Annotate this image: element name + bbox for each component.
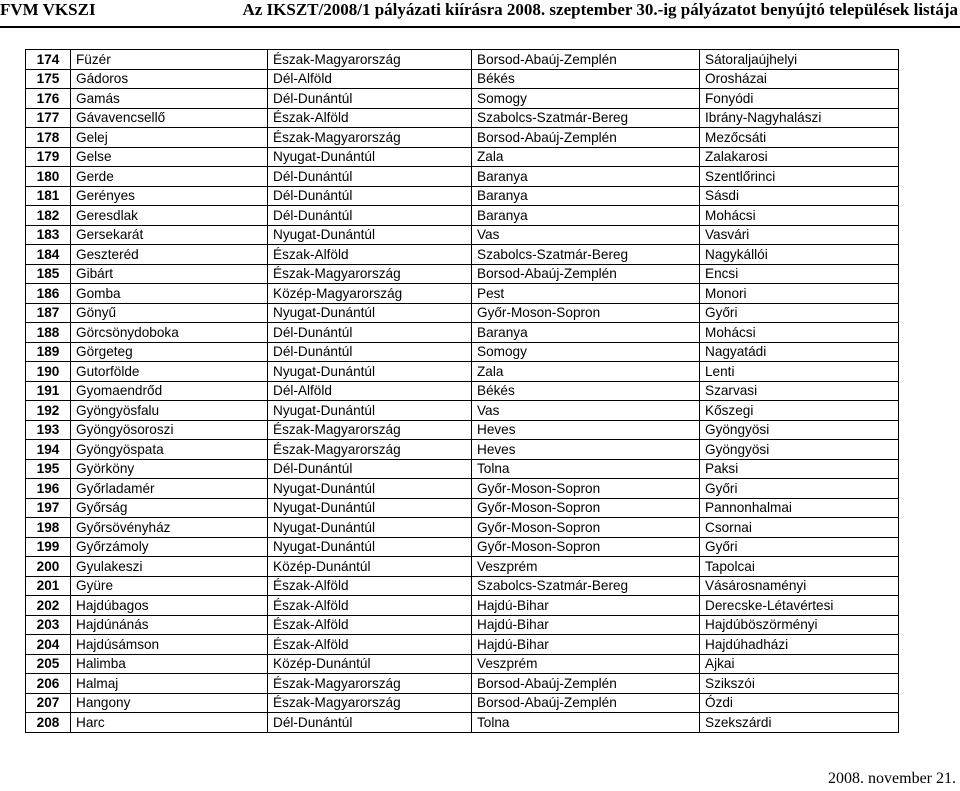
settlement-name: Gyöngyösfalu: [71, 401, 268, 421]
table-row: [26, 459, 899, 479]
subregion-name: Vasvári: [700, 225, 899, 245]
subregion-name: Nagyatádi: [700, 342, 899, 362]
region-name: Nyugat-Dunántúl: [268, 303, 472, 323]
county-name: Békés: [472, 381, 700, 401]
table-row: [26, 518, 899, 538]
row-number: 190: [26, 362, 71, 382]
settlement-name: Gádoros: [71, 69, 268, 89]
table-row: [26, 615, 899, 635]
county-name: Borsod-Abaúj-Zemplén: [472, 674, 700, 694]
table-row: [26, 479, 899, 499]
region-name: Nyugat-Dunántúl: [268, 362, 472, 382]
row-number: 193: [26, 420, 71, 440]
settlement-name: Gibárt: [71, 264, 268, 284]
table-row: [26, 206, 899, 226]
subregion-name: Győri: [700, 537, 899, 557]
county-name: Somogy: [472, 342, 700, 362]
settlement-name: Hangony: [71, 693, 268, 713]
county-name: Tolna: [472, 459, 700, 479]
table-row: [26, 713, 899, 733]
table-row: [26, 654, 899, 674]
region-name: Dél-Dunántúl: [268, 186, 472, 206]
region-name: Dél-Dunántúl: [268, 459, 472, 479]
row-number: 200: [26, 557, 71, 577]
settlement-name: Györköny: [71, 459, 268, 479]
table-row: [26, 303, 899, 323]
settlement-name: Gomba: [71, 284, 268, 304]
row-number: 206: [26, 674, 71, 694]
settlement-name: Gelej: [71, 128, 268, 148]
subregion-name: Szikszói: [700, 674, 899, 694]
region-name: Észak-Magyarország: [268, 50, 472, 70]
region-name: Észak-Magyarország: [268, 693, 472, 713]
row-number: 180: [26, 167, 71, 187]
settlement-name: Győrsövényház: [71, 518, 268, 538]
county-name: Vas: [472, 225, 700, 245]
subregion-name: Encsi: [700, 264, 899, 284]
table-row: [26, 596, 899, 616]
row-number: 204: [26, 635, 71, 655]
settlement-name: Geszteréd: [71, 245, 268, 265]
table-row: [26, 225, 899, 245]
subregion-name: Ajkai: [700, 654, 899, 674]
subregion-name: Pannonhalmai: [700, 498, 899, 518]
region-name: Dél-Dunántúl: [268, 206, 472, 226]
row-number: 205: [26, 654, 71, 674]
row-number: 203: [26, 615, 71, 635]
region-name: Közép-Dunántúl: [268, 557, 472, 577]
row-number: 175: [26, 69, 71, 89]
county-name: Győr-Moson-Sopron: [472, 303, 700, 323]
row-number: 188: [26, 323, 71, 343]
row-number: 187: [26, 303, 71, 323]
county-name: Hajdú-Bihar: [472, 615, 700, 635]
row-number: 207: [26, 693, 71, 713]
county-name: Győr-Moson-Sopron: [472, 498, 700, 518]
settlement-name: Győrzámoly: [71, 537, 268, 557]
row-number: 196: [26, 479, 71, 499]
settlement-name: Gyöngyöspata: [71, 440, 268, 460]
settlement-name: Hajdúbagos: [71, 596, 268, 616]
row-number: 179: [26, 147, 71, 167]
table-row: [26, 498, 899, 518]
row-number: 202: [26, 596, 71, 616]
subregion-name: Hajdúhadházi: [700, 635, 899, 655]
region-name: Közép-Magyarország: [268, 284, 472, 304]
table-row: [26, 167, 899, 187]
settlement-name: Gerde: [71, 167, 268, 187]
region-name: Közép-Dunántúl: [268, 654, 472, 674]
row-number: 192: [26, 401, 71, 421]
subregion-name: Hajdúböszörményi: [700, 615, 899, 635]
subregion-name: Tapolcai: [700, 557, 899, 577]
table-row: [26, 674, 899, 694]
region-name: Dél-Alföld: [268, 69, 472, 89]
settlement-name: Győrság: [71, 498, 268, 518]
document-title: Az IKSZT/2008/1 pályázati kiírásra 2008. szeptember 30.-ig pályázatot benyújtó települések listája: [242, 0, 958, 19]
table-row: [26, 381, 899, 401]
county-name: Borsod-Abaúj-Zemplén: [472, 128, 700, 148]
subregion-name: Ózdi: [700, 693, 899, 713]
table-row: [26, 401, 899, 421]
subregion-name: Mohácsi: [700, 323, 899, 343]
region-name: Nyugat-Dunántúl: [268, 498, 472, 518]
settlement-name: Gönyű: [71, 303, 268, 323]
county-name: Győr-Moson-Sopron: [472, 537, 700, 557]
region-name: Észak-Magyarország: [268, 128, 472, 148]
row-number: 201: [26, 576, 71, 596]
row-number: 177: [26, 108, 71, 128]
region-name: Dél-Dunántúl: [268, 89, 472, 109]
row-number: 184: [26, 245, 71, 265]
row-number: 191: [26, 381, 71, 401]
subregion-name: Győri: [700, 479, 899, 499]
table-row: [26, 362, 899, 382]
region-name: Észak-Alföld: [268, 108, 472, 128]
region-name: Nyugat-Dunántúl: [268, 147, 472, 167]
table-row: [26, 440, 899, 460]
settlement-name: Gelse: [71, 147, 268, 167]
footer-date: 2008. november 21.: [828, 770, 956, 787]
table-row: [26, 108, 899, 128]
county-name: Győr-Moson-Sopron: [472, 479, 700, 499]
row-number: 199: [26, 537, 71, 557]
row-number: 174: [26, 50, 71, 70]
subregion-name: Fonyódi: [700, 89, 899, 109]
county-name: Borsod-Abaúj-Zemplén: [472, 264, 700, 284]
page-header: [0, 0, 960, 28]
row-number: 182: [26, 206, 71, 226]
county-name: Hajdú-Bihar: [472, 596, 700, 616]
county-name: Szabolcs-Szatmár-Bereg: [472, 108, 700, 128]
row-number: 189: [26, 342, 71, 362]
region-name: Észak-Magyarország: [268, 674, 472, 694]
table-row: [26, 186, 899, 206]
subregion-name: Ibrány-Nagyhalászi: [700, 108, 899, 128]
subregion-name: Gyöngyösi: [700, 440, 899, 460]
county-name: Vas: [472, 401, 700, 421]
settlement-name: Hajdúnánás: [71, 615, 268, 635]
row-number: 208: [26, 713, 71, 733]
subregion-name: Lenti: [700, 362, 899, 382]
table-row: [26, 576, 899, 596]
settlement-name: Görgeteg: [71, 342, 268, 362]
settlement-name: Gersekarát: [71, 225, 268, 245]
subregion-name: Vásárosnaményi: [700, 576, 899, 596]
organization-name: FVM VKSZI: [0, 0, 96, 19]
region-name: Észak-Alföld: [268, 635, 472, 655]
region-name: Észak-Magyarország: [268, 420, 472, 440]
county-name: Győr-Moson-Sopron: [472, 518, 700, 538]
table-row: [26, 69, 899, 89]
region-name: Nyugat-Dunántúl: [268, 225, 472, 245]
subregion-name: Paksi: [700, 459, 899, 479]
settlement-table: [25, 49, 899, 733]
region-name: Nyugat-Dunántúl: [268, 401, 472, 421]
table-row: [26, 89, 899, 109]
table-row: [26, 50, 899, 70]
region-name: Dél-Dunántúl: [268, 342, 472, 362]
subregion-name: Monori: [700, 284, 899, 304]
region-name: Észak-Magyarország: [268, 440, 472, 460]
region-name: Észak-Alföld: [268, 615, 472, 635]
settlement-name: Harc: [71, 713, 268, 733]
table-row: [26, 323, 899, 343]
county-name: Baranya: [472, 323, 700, 343]
settlement-name: Gyulakeszi: [71, 557, 268, 577]
region-name: Dél-Dunántúl: [268, 713, 472, 733]
county-name: Zala: [472, 147, 700, 167]
county-name: Somogy: [472, 89, 700, 109]
row-number: 195: [26, 459, 71, 479]
subregion-name: Győri: [700, 303, 899, 323]
county-name: Heves: [472, 420, 700, 440]
row-number: 183: [26, 225, 71, 245]
county-name: Békés: [472, 69, 700, 89]
county-name: Szabolcs-Szatmár-Bereg: [472, 576, 700, 596]
county-name: Veszprém: [472, 557, 700, 577]
row-number: 176: [26, 89, 71, 109]
subregion-name: Orosházai: [700, 69, 899, 89]
settlement-name: Gamás: [71, 89, 268, 109]
subregion-name: Gyöngyösi: [700, 420, 899, 440]
region-name: Dél-Alföld: [268, 381, 472, 401]
row-number: 181: [26, 186, 71, 206]
settlement-name: Gutorfölde: [71, 362, 268, 382]
subregion-name: Sásdi: [700, 186, 899, 206]
row-number: 185: [26, 264, 71, 284]
subregion-name: Kőszegi: [700, 401, 899, 421]
subregion-name: Szentlőrinci: [700, 167, 899, 187]
row-number: 198: [26, 518, 71, 538]
settlement-name: Gerényes: [71, 186, 268, 206]
county-name: Borsod-Abaúj-Zemplén: [472, 693, 700, 713]
table-row: [26, 245, 899, 265]
settlement-name: Gyomaendrőd: [71, 381, 268, 401]
county-name: Veszprém: [472, 654, 700, 674]
subregion-name: Mezőcsáti: [700, 128, 899, 148]
subregion-name: Mohácsi: [700, 206, 899, 226]
settlement-name: Görcsönydoboka: [71, 323, 268, 343]
region-name: Nyugat-Dunántúl: [268, 479, 472, 499]
county-name: Szabolcs-Szatmár-Bereg: [472, 245, 700, 265]
subregion-name: Szarvasi: [700, 381, 899, 401]
subregion-name: Sátoraljaújhelyi: [700, 50, 899, 70]
table-row: [26, 284, 899, 304]
settlement-name: Hajdúsámson: [71, 635, 268, 655]
settlement-name: Halimba: [71, 654, 268, 674]
settlement-table-body: [26, 50, 899, 733]
county-name: Baranya: [472, 206, 700, 226]
settlement-name: Geresdlak: [71, 206, 268, 226]
subregion-name: Zalakarosi: [700, 147, 899, 167]
table-row: [26, 635, 899, 655]
table-row: [26, 693, 899, 713]
settlement-name: Füzér: [71, 50, 268, 70]
row-number: 194: [26, 440, 71, 460]
county-name: Baranya: [472, 186, 700, 206]
table-row: [26, 557, 899, 577]
subregion-name: Nagykállói: [700, 245, 899, 265]
table-row: [26, 147, 899, 167]
table-row: [26, 537, 899, 557]
region-name: Dél-Dunántúl: [268, 323, 472, 343]
region-name: Észak-Alföld: [268, 596, 472, 616]
subregion-name: Csornai: [700, 518, 899, 538]
county-name: Pest: [472, 284, 700, 304]
county-name: Baranya: [472, 167, 700, 187]
settlement-name: Halmaj: [71, 674, 268, 694]
county-name: Heves: [472, 440, 700, 460]
region-name: Dél-Dunántúl: [268, 167, 472, 187]
region-name: Észak-Alföld: [268, 576, 472, 596]
county-name: Zala: [472, 362, 700, 382]
settlement-name: Gyöngyösoroszi: [71, 420, 268, 440]
settlement-name: Gávavencsellő: [71, 108, 268, 128]
county-name: Borsod-Abaúj-Zemplén: [472, 50, 700, 70]
county-name: Tolna: [472, 713, 700, 733]
region-name: Észak-Magyarország: [268, 264, 472, 284]
region-name: Nyugat-Dunántúl: [268, 518, 472, 538]
row-number: 197: [26, 498, 71, 518]
county-name: Hajdú-Bihar: [472, 635, 700, 655]
subregion-name: Szekszárdi: [700, 713, 899, 733]
region-name: Nyugat-Dunántúl: [268, 537, 472, 557]
subregion-name: Derecske-Létavértesi: [700, 596, 899, 616]
settlement-name: Győrladamér: [71, 479, 268, 499]
settlement-name: Gyüre: [71, 576, 268, 596]
row-number: 186: [26, 284, 71, 304]
row-number: 178: [26, 128, 71, 148]
region-name: Észak-Alföld: [268, 245, 472, 265]
table-row: [26, 342, 899, 362]
table-row: [26, 264, 899, 284]
table-row: [26, 128, 899, 148]
table-row: [26, 420, 899, 440]
